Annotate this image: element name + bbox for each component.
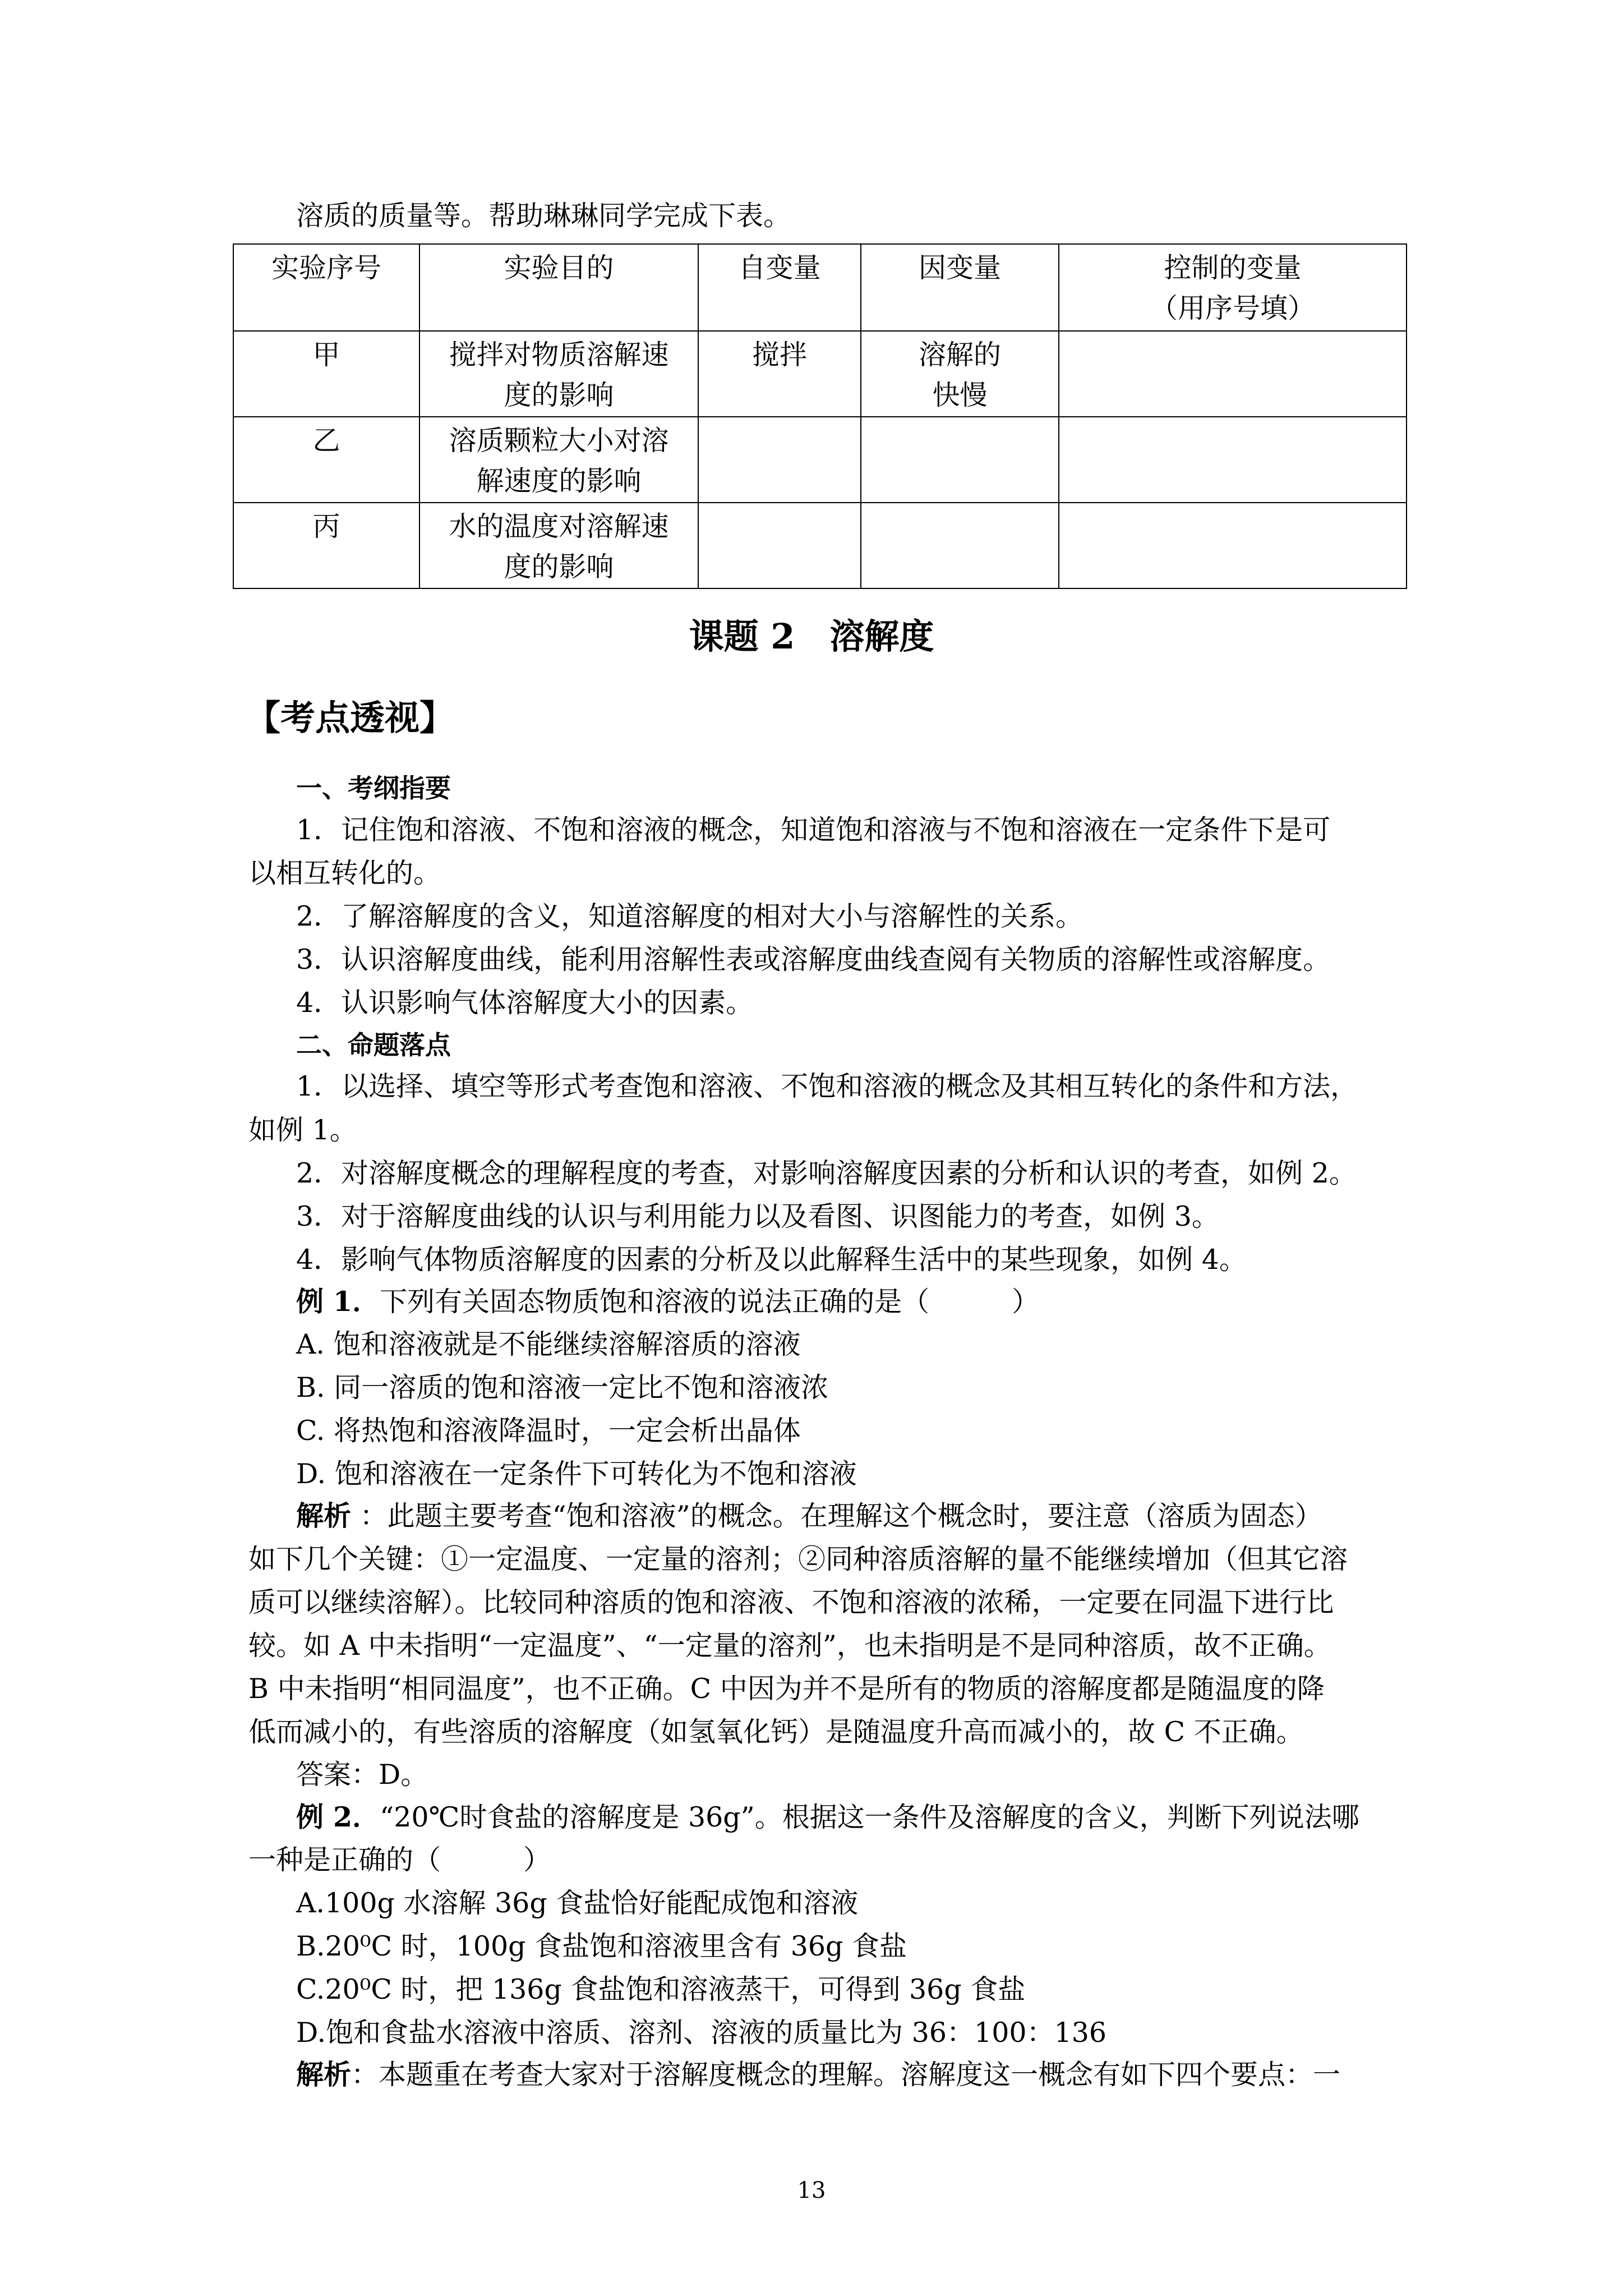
table-cell [698,503,861,588]
outline-item: 1．记住饱和溶液、不饱和溶液的概念，知道饱和溶液与不饱和溶液在一定条件下是可 [296,814,1331,846]
analysis-line: 如下几个关键：①一定温度、一定量的溶剂；②同种溶质溶解的量不能继续增加（但其它溶 [248,1543,1348,1575]
option-a: A.100g 水溶解 36g 食盐恰好能配成饱和溶液 [296,1887,859,1919]
outline-item: 4．认识影响气体溶解度大小的因素。 [296,987,754,1019]
points-heading: 二、命题落点 [296,1030,451,1060]
analysis-line: B 中未指明“相同温度”，也不正确。C 中因为并不是所有的物质的溶解度都是随温度的降 [248,1673,1325,1705]
example-2-question [296,1800,1359,1834]
analysis-text: ：本题重在考查大家对于溶解度概念的理解。溶解度这一概念有如下四个要点：一 [351,2059,1341,2091]
example-label: 例 1． [296,1285,380,1318]
analysis-line: 较。如 A 中未指明“一定温度”、“一定量的溶剂”，也未指明是不是同种溶质，故不正确。 [248,1630,1331,1662]
table-cell: 水的温度对溶解速 度的影响 [419,503,698,588]
table-cell [1059,331,1407,417]
outline-item: 2．了解溶解度的含义，知道溶解度的相对大小与溶解性的关系。 [296,900,1083,932]
intro-line: 溶质的质量等。帮助琳琳同学完成下表。 [296,200,791,232]
option-c: C.20⁰C 时，把 136g 食盐饱和溶液蒸干，可得到 36g 食盐 [296,1973,1026,2005]
table-row [233,503,1407,588]
table-cell: 搅拌 [698,331,861,417]
points-item: 4．影响气体物质溶解度的因素的分析及以此解释生活中的某些现象，如例 4。 [296,1244,1247,1276]
analysis-label: 解析 [296,1500,352,1532]
analysis-first-line [296,2058,1340,2092]
option-b: B.20⁰C 时，100g 食盐饱和溶液里含有 36g 食盐 [296,1930,907,1962]
analysis-label: 解析 [296,2059,352,2091]
table-cell: 乙 [233,417,419,503]
section-title: 【考点透视】 [246,697,455,738]
points-item-continued: 如例 1。 [248,1114,357,1146]
outline-heading: 一、考纲指要 [296,773,451,803]
table-header-row [233,244,1407,331]
table-cell [861,417,1059,503]
option-a: A. 饱和溶液就是不能继续溶解溶质的溶液 [296,1328,801,1360]
header-cell: 因变量 [861,244,1059,331]
header-cell: 控制的变量 （用序号填） [1059,244,1407,331]
table-cell: 溶解的 快慢 [861,331,1059,417]
points-item: 2．对溶解度概念的理解程度的考查，对影响溶解度因素的分析和认识的考查，如例 2。 [296,1157,1357,1189]
page-number: 13 [797,2178,826,2203]
outline-item: 3．认识溶解度曲线，能利用溶解性表或溶解度曲线查阅有关物质的溶解性或溶解度。 [296,944,1331,976]
table-cell: 甲 [233,331,419,417]
question-text: “20℃时食盐的溶解度是 36g”。根据这一条件及溶解度的含义，判断下列说法哪 [380,1801,1359,1833]
analysis-first-line [296,1499,1322,1533]
header-cell: 自变量 [698,244,861,331]
header-cell: 实验目的 [419,244,698,331]
header-cell: 实验序号 [233,244,419,331]
experiment-table [233,243,1407,589]
table-cell: 搅拌对物质溶解速 度的影响 [419,331,698,417]
option-d: D.饱和食盐水溶液中溶质、溶剂、溶液的质量比为 36：100：136 [296,2017,1107,2049]
option-b: B. 同一溶质的饱和溶液一定比不饱和溶液浓 [296,1372,829,1404]
example-1-question [296,1285,1039,1319]
analysis-line: 低而减小的，有些溶质的溶解度（如氢氧化钙）是随温度升高而减小的，故 C 不正确。 [248,1716,1304,1748]
table-cell: 丙 [233,503,419,588]
table-cell [1059,417,1407,503]
question-continued: 一种是正确的（ ） [248,1844,551,1876]
points-item: 3．对于溶解度曲线的认识与利用能力以及看图、识图能力的考查，如例 3。 [296,1200,1219,1232]
option-d: D. 饱和溶液在一定条件下可转化为不饱和溶液 [296,1458,857,1490]
lesson-title: 课题 2 溶解度 [689,616,934,657]
analysis-text: ：此题主要考查“饱和溶液”的概念。在理解这个概念时，要注意（溶质为固态） [351,1500,1322,1532]
question-text: 下列有关固态物质饱和溶液的说法正确的是（ ） [380,1286,1040,1318]
table-cell [1059,503,1407,588]
outline-item-continued: 以相互转化的。 [248,857,441,889]
table-cell [698,417,861,503]
analysis-line: 质可以继续溶解）。比较同种溶质的饱和溶液、不饱和溶液的浓稀，一定要在同温下进行比 [248,1586,1334,1618]
table-cell [861,503,1059,588]
table-cell: 溶质颗粒大小对溶 解速度的影响 [419,417,698,503]
option-c: C. 将热饱和溶液降温时，一定会析出晶体 [296,1415,801,1447]
table-row [233,417,1407,503]
points-item: 1．以选择、填空等形式考查饱和溶液、不饱和溶液的概念及其相互转化的条件和方法， [296,1070,1358,1102]
table-row [233,331,1407,417]
answer: 答案：D。 [296,1759,428,1791]
example-label: 例 2． [296,1801,380,1833]
